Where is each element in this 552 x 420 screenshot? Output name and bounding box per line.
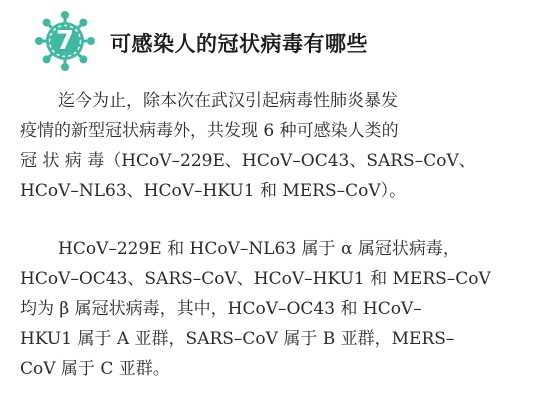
section-title: 可感染人的冠状病毒有哪些 — [110, 32, 368, 56]
paragraph-line: 迄今为止，除本次在武汉引起病毒性肺炎暴发 — [58, 91, 398, 111]
paragraph-2 — [20, 234, 525, 384]
paragraph-line: 冠 状 病 毒（HCoV–229E、HCoV–OC43、SARS–CoV、 — [20, 151, 476, 171]
paragraph-line: 疫情的新型冠状病毒外，共发现 6 种可感染人类的 — [20, 121, 399, 141]
paragraph-line: HCoV–OC43、SARS–CoV、HCoV–HKU1 和 MERS–CoV — [20, 269, 491, 289]
paragraph-line: HCoV–229E 和 HCoV–NL63 属于 α 属冠状病毒， — [58, 239, 460, 259]
paragraph-line: CoV 属于 C 亚群。 — [20, 359, 170, 379]
section-header — [34, 10, 534, 70]
paragraph-line: HKU1 属于 A 亚群，SARS–CoV 属于 B 亚群，MERS– — [20, 329, 455, 349]
paragraph-line: HCoV–NL63、HCoV–HKU1 和 MERS–CoV）。 — [20, 181, 407, 201]
paragraph-1 — [20, 86, 525, 206]
paragraph-line: 均为 β 属冠状病毒，其中，HCoV–OC43 和 HCoV– — [20, 299, 422, 319]
virus-icon — [34, 10, 96, 72]
section-number: 7 — [55, 26, 75, 56]
